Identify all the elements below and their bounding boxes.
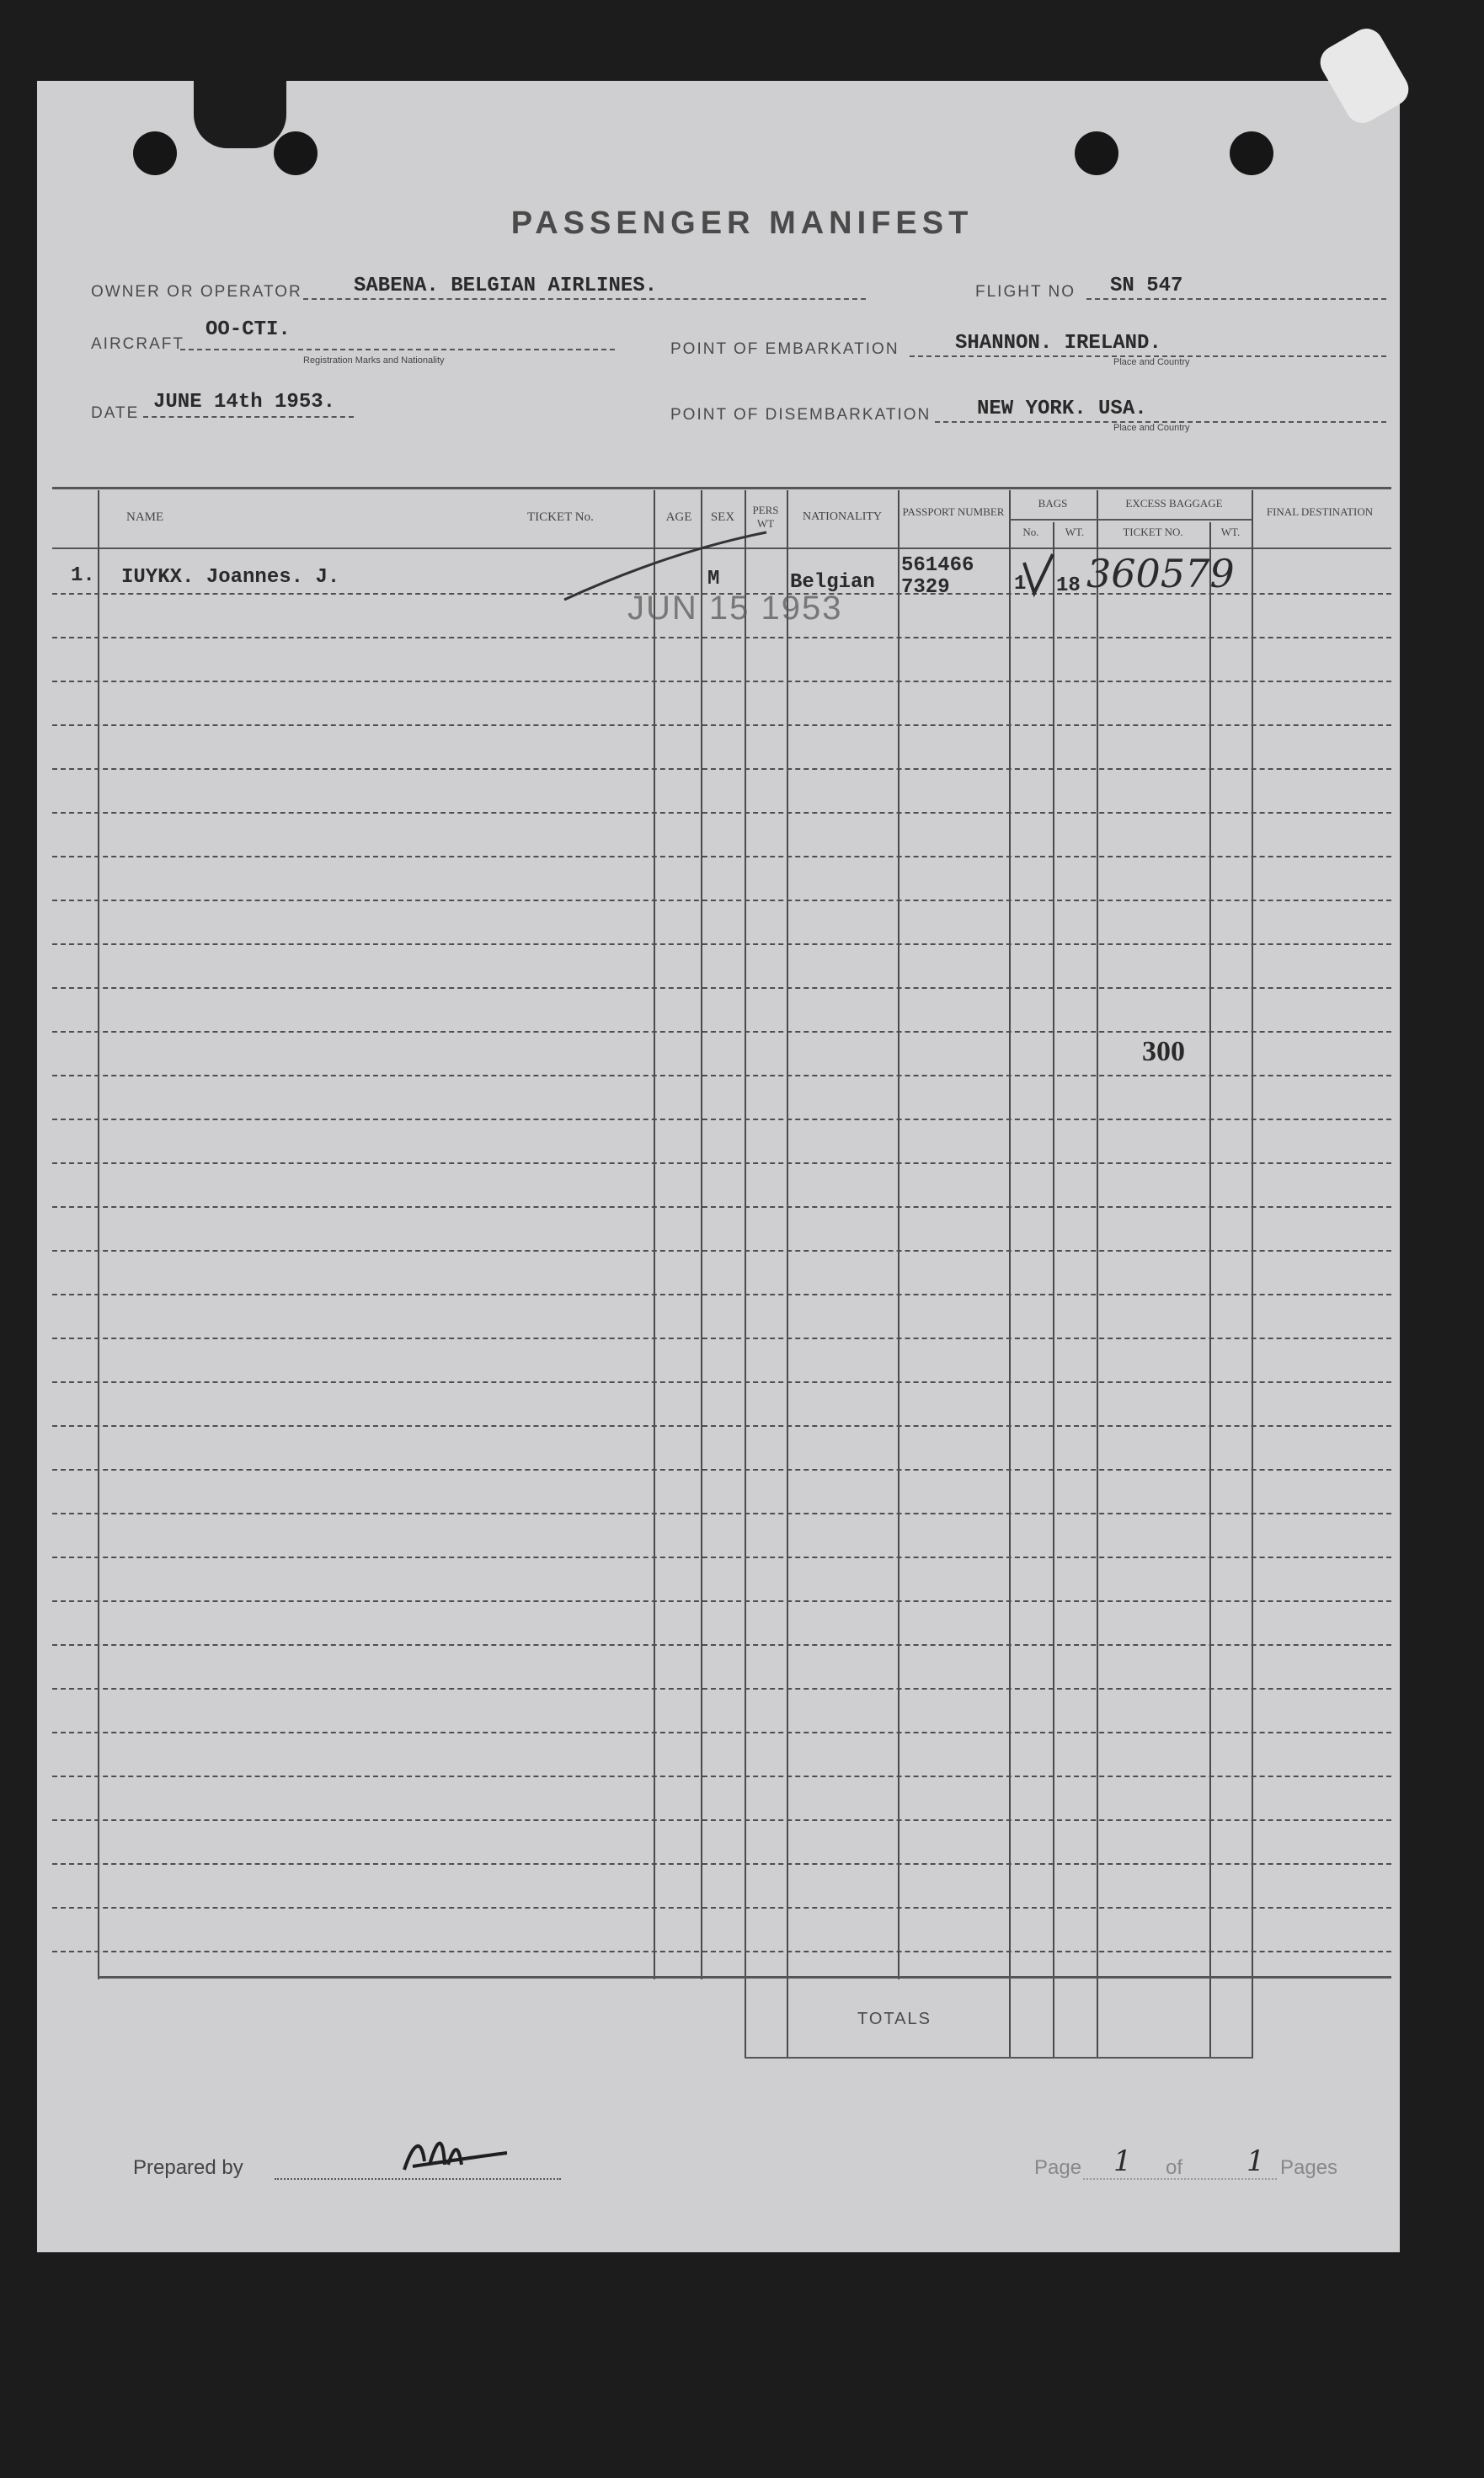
flight-value: SN 547 [1110, 275, 1183, 297]
row-line [52, 724, 1391, 726]
page-line [1083, 2178, 1277, 2180]
pages-label: Pages [1280, 2156, 1338, 2179]
row-line [52, 1863, 1391, 1865]
header-excess-ticket: TICKET NO. [1123, 526, 1183, 538]
row-line [52, 856, 1391, 857]
row-line [52, 1338, 1391, 1339]
flight-line [1086, 298, 1386, 300]
embarkation-value: SHANNON. IRELAND. [955, 332, 1161, 355]
header-name: NAME [126, 510, 164, 524]
disembarkation-caption: Place and Country [1113, 423, 1190, 433]
row-line [52, 1513, 1391, 1514]
header-bags-no: No. [1022, 526, 1039, 538]
row-line [52, 987, 1391, 989]
row-line [52, 1075, 1391, 1076]
prepared-by-line [275, 2178, 561, 2180]
row-line [52, 1381, 1391, 1383]
bags-subheader-line [1009, 519, 1097, 521]
table-bottom-border [98, 1976, 1391, 1979]
col-line-excess-ticket [1209, 522, 1211, 2059]
bags-number: 1 [1014, 573, 1027, 595]
row-line [52, 1557, 1391, 1558]
punch-hole-left [133, 131, 177, 175]
aircraft-label: AIRCRAFT [91, 335, 184, 353]
passenger-sex: M [707, 568, 720, 590]
row-line [52, 1644, 1391, 1646]
aircraft-line [180, 349, 615, 350]
col-line-age [701, 490, 702, 1979]
header-passport: PASSPORT NUMBER [902, 505, 1005, 518]
excess-subheader-line [1097, 519, 1252, 521]
disembarkation-value: NEW YORK. USA. [977, 398, 1147, 420]
page-label: Page [1034, 2156, 1082, 2179]
header-excess: EXCESS BAGGAGE [1125, 497, 1223, 510]
margin-note: 300 [1142, 1036, 1185, 1067]
header-sex: SEX [710, 510, 735, 524]
flight-label: FLIGHT NO [975, 283, 1076, 301]
row-line [52, 1425, 1391, 1427]
header-pers-wt: PERS WT [752, 504, 779, 530]
passenger-name: IUYKX. Joannes. J. [121, 566, 340, 589]
totals-bottom-border [745, 2057, 1253, 2059]
page-title: PASSENGER MANIFEST [510, 206, 974, 241]
row-line [52, 1294, 1391, 1295]
row-line [52, 812, 1391, 814]
row-line [52, 1250, 1391, 1252]
check-mark [1019, 549, 1070, 600]
date-value: JUNE 14th 1953. [153, 391, 336, 414]
page-number: 1 [1113, 2144, 1132, 2178]
owner-line [303, 298, 866, 300]
header-age: AGE [665, 510, 692, 524]
header-final-destination: FINAL DESTINATION [1266, 505, 1374, 518]
passenger-nationality: Belgian [790, 571, 875, 594]
header-bags-wt: WT. [1065, 526, 1085, 538]
excess-ticket-number: 360579 [1086, 551, 1235, 596]
col-line-number [98, 490, 99, 1979]
owner-value: SABENA. BELGIAN AIRLINES. [354, 275, 658, 297]
preparer-signature [396, 2128, 514, 2178]
punch-hole-right [1075, 131, 1118, 175]
row-line [52, 1688, 1391, 1690]
row-line [52, 1206, 1391, 1208]
torn-corner-left [194, 81, 286, 148]
date-stamp: JUN 15 1953 [627, 590, 843, 627]
disembarkation-label: POINT OF DISEMBARKATION [670, 406, 932, 424]
aircraft-value: OO-CTI. [206, 318, 291, 341]
row-line [52, 900, 1391, 901]
header-bags: BAGS [1038, 497, 1068, 510]
row-line [52, 1162, 1391, 1164]
row-line [52, 943, 1391, 945]
col-line-name [654, 490, 655, 1979]
row-line [52, 1031, 1391, 1033]
date-line [143, 416, 354, 418]
col-line-nationality [898, 490, 899, 1979]
col-line-bags-no [1053, 522, 1054, 2059]
passport-line-2: 7329 [901, 576, 950, 599]
embarkation-label: POINT OF EMBARKATION [670, 340, 899, 358]
date-label: DATE [91, 404, 140, 422]
punch-hole-middle [274, 131, 318, 175]
row-line [52, 1119, 1391, 1120]
row-line [52, 1600, 1391, 1602]
row-line [52, 637, 1391, 638]
row-line [52, 1732, 1391, 1733]
passport-line-1: 561466 [901, 554, 974, 577]
table-top-border [52, 487, 1391, 489]
bags-weight: 18 [1056, 574, 1081, 597]
header-excess-wt: WT. [1220, 526, 1241, 538]
header-nationality: NATIONALITY [802, 510, 883, 523]
of-label: of [1166, 2156, 1183, 2179]
row-line [52, 768, 1391, 770]
aircraft-caption: Registration Marks and Nationality [303, 355, 445, 366]
row-line [52, 1907, 1391, 1909]
row-number: 1. [71, 564, 95, 587]
row-line [52, 681, 1391, 682]
owner-label: OWNER OR OPERATOR [91, 283, 302, 301]
row-line [52, 1776, 1391, 1777]
header-ticket: TICKET No. [527, 510, 594, 524]
punch-hole-far-right [1230, 131, 1273, 175]
page-total: 1 [1246, 2144, 1265, 2178]
totals-label: TOTALS [857, 2010, 932, 2028]
row-line [52, 1951, 1391, 1952]
row-line [52, 1469, 1391, 1471]
prepared-by-label: Prepared by [133, 2156, 243, 2179]
embarkation-caption: Place and Country [1113, 357, 1190, 367]
row-line [52, 1819, 1391, 1821]
